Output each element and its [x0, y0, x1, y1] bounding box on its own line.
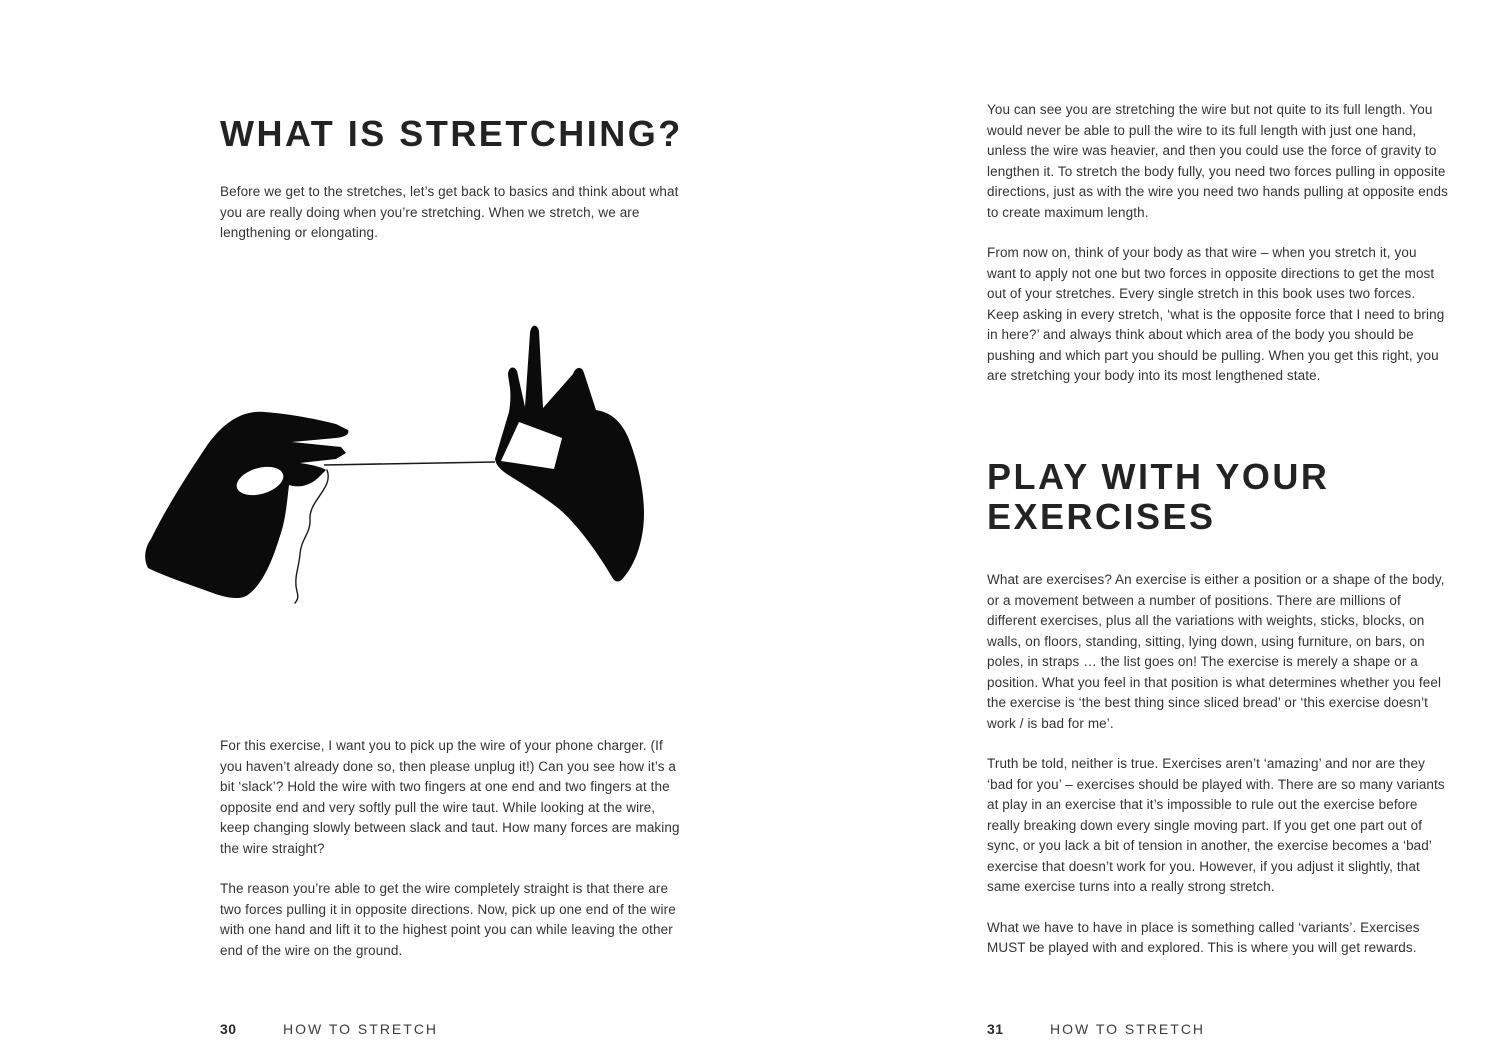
left-lower-column: [220, 736, 682, 981]
left-running-title: HOW TO STRETCH: [283, 1021, 439, 1037]
right-page-number: 31: [987, 1021, 1004, 1037]
right-paragraph-variants: What we have to have in place is something called ‘variants’. Exercises MUST be played with and explored. This is where you will get rewards.: [987, 919, 1420, 955]
right-paragraph-from-now-on: From now on, think of your body as that wire – when you stretch it, you want to apply not one but two forces in opposite directions to get the most out of your stretches. Every single stretch in this book uses two forces. Keep asking in every stretch, ‘what is the opposite force that I need to bring in here?’ and always think about which area of the body you should be pushing and which part you should be pulling. When you get this right, you are stretching your body into its most lengthened state.: [987, 245, 1445, 383]
right-paragraph-what-are-exercises: What are exercises? An exercise is either a position or a shape of the body, or a movement between a number of positions. There are millions of different exercises, plus all the variations with weights, sticks, blocks, on walls, on floors, standing, sitting, lying down, using furniture, on bars, on poles, in straps … the list goes on! The exercise is merely a shape or a position. What you feel in that position is what determines whether you feel the exercise is ‘the best thing since sliced bread’ or ‘this exercise doesn’t work / is bad for me’.: [987, 572, 1445, 731]
right-page-heading: PLAY WITH YOUR EXERCISES: [987, 456, 1330, 538]
right-bottom-column: [987, 570, 1449, 979]
slack-thread: [295, 470, 328, 603]
hands-pulling-wire-illustration: [138, 318, 653, 610]
left-paragraph-exercise: For this exercise, I want you to pick up the wire of your phone charger. (If you haven’t already done so, then please unplug it!) Can you see how it’s a bit ‘slack’? Hold the wire with two fingers at one end and two fingers at the opposite end and very softly pull the wire taut. While looking at the wire, keep changing slowly between slack and taut. How many forces are making the wire straight?: [220, 738, 680, 856]
left-page-footer: [220, 1021, 520, 1045]
right-paragraph-stretch-wire: You can see you are stretching the wire but not quite to its full length. You would never be able to pull the wire to its full length with just one hand, unless the wire was heavier, and then you could use the force of gravity to lengthen it. To stretch the body fully, you need two forces pulling in opposite directions, just as with the wire you need two hands pulling at opposite ends to create maximum length.: [987, 102, 1448, 220]
left-intro-paragraph: Before we get to the stretches, let’s get back to basics and think about what you are really doing when you’re stretching. When we stretch, we are lengthening or elongating.: [220, 184, 679, 240]
right-page-footer: [987, 1021, 1287, 1045]
right-top-column: [987, 100, 1449, 407]
left-intro-column: [220, 182, 682, 264]
two-hands-pulling-wire-silhouette-svg: [138, 318, 653, 610]
left-page-title: WHAT IS STRETCHING?: [220, 113, 683, 155]
left-paragraph-reason: The reason you’re able to get the wire completely straight is that there are two forces pulling it in opposite directions. Now, pick up one end of the wire with one hand and lift it to the highest point you can while leaving the other end of the wire on the ground.: [220, 881, 676, 958]
right-running-title: HOW TO STRETCH: [1050, 1021, 1206, 1037]
wire-line: [324, 462, 495, 465]
right-paragraph-truth-be-told: Truth be told, neither is true. Exercises aren’t ‘amazing’ and nor are they ‘bad for you’ – exercises should be played with. There are so many variants at play in an exercise that it’s impossible to rule out the exercise before really breaking down every single moving part. If you get one part out of sync, or you lack a bit of tension in another, the exercise becomes a ‘bad’ exercise that doesn’t work for you. However, if you adjust it slightly, that same exercise turns into a really strong stretch.: [987, 756, 1445, 894]
left-page-number: 30: [220, 1021, 237, 1037]
left-hand-silhouette: [145, 412, 348, 598]
